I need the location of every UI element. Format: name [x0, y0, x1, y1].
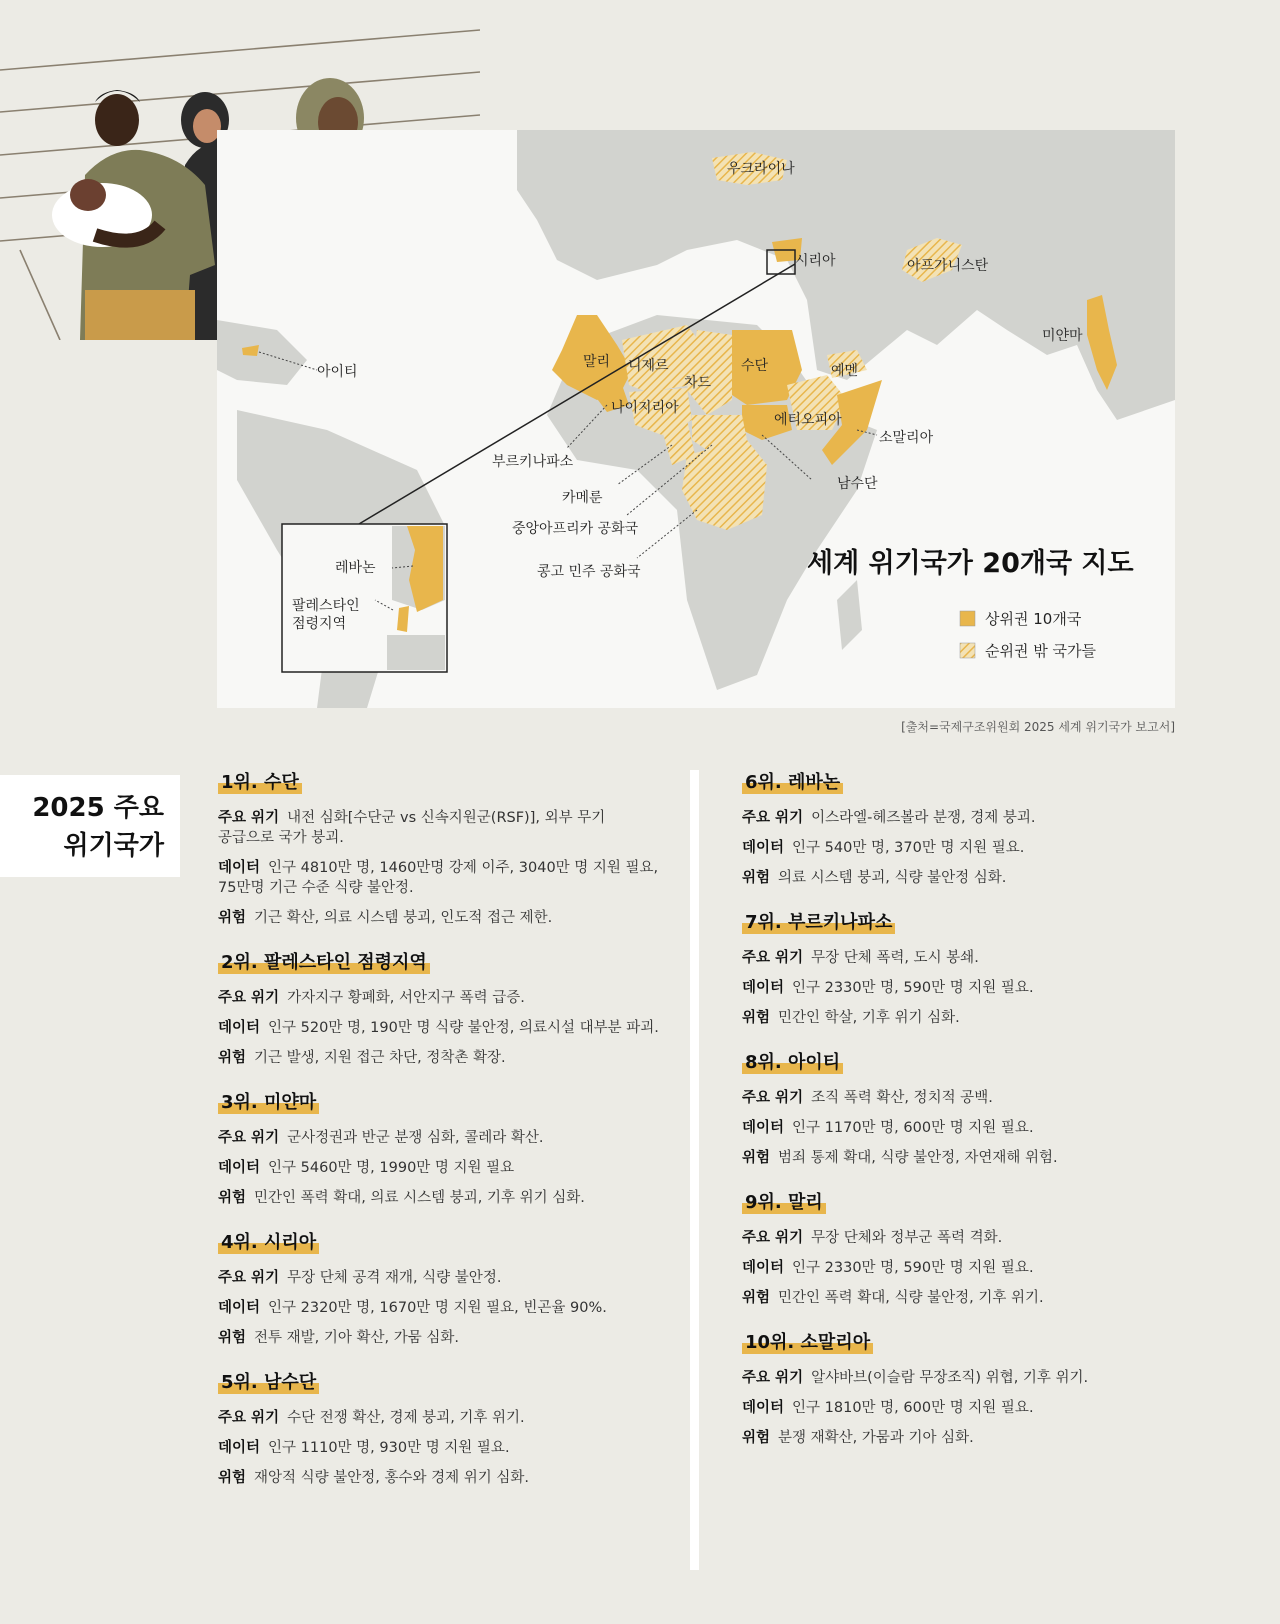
row-text: 기근 확산, 의료 시스템 붕괴, 인도적 접근 제한.: [254, 910, 553, 926]
row-text: 조직 폭력 확산, 정치적 공백.: [811, 1090, 993, 1106]
map-label-ukraine: 우크라이나: [727, 161, 795, 177]
map-label-sudan: 수단: [741, 358, 769, 374]
ranking-row: [218, 858, 668, 898]
ranking-row: [742, 1008, 1192, 1028]
row-label: 데이터: [742, 1400, 785, 1416]
source-note: [출처=국제구조위원회 2025 세계 위기국가 보고서]: [901, 720, 1175, 734]
side-title: 2025 주요 위기국가: [32, 793, 164, 861]
map-label-cameroon: 카메룬: [562, 490, 603, 506]
row-text: 기근 발생, 지원 접근 차단, 정착촌 확장.: [254, 1050, 506, 1066]
row-label: 주요 위기: [742, 810, 804, 826]
ranking-row: [218, 1438, 668, 1458]
row-label: 위험: [742, 1150, 771, 1166]
ranking-row: [218, 808, 668, 848]
row-label: 위험: [742, 1010, 771, 1026]
ranking-row: [218, 1298, 668, 1318]
row-text: 인구 1110만 명, 930만 명 지원 필요.: [268, 1440, 510, 1456]
ranking-row: [742, 1118, 1192, 1138]
map-label-afghanistan: 아프가니스탄: [907, 258, 989, 274]
row-label: 위험: [218, 1330, 247, 1346]
ranking-row: [742, 1288, 1192, 1308]
ranking-row: [218, 1468, 668, 1488]
row-text: 인구 4810만 명, 1460만명 강제 이주, 3040만 명 지원 필요, 75만명 기근 수준 식량 불안정.: [218, 860, 659, 896]
ranking-row: [742, 1088, 1192, 1108]
map-label-nigeria: 나이지리아: [611, 400, 679, 416]
map-label-south-sudan: 남수단: [837, 476, 878, 492]
row-text: 인구 2330만 명, 590만 명 지원 필요.: [792, 1260, 1034, 1276]
row-text: 가자지구 황폐화, 서안지구 폭력 급증.: [287, 990, 525, 1006]
ranking-row: [218, 988, 668, 1008]
row-label: 위험: [218, 1190, 247, 1206]
ranking-entry: [218, 948, 668, 1068]
ranking-heading: 5위. 남수단: [218, 1368, 319, 1394]
row-text: 인구 540만 명, 370만 명 지원 필요.: [792, 840, 1025, 856]
row-label: 데이터: [218, 1440, 261, 1456]
ranking-row: [742, 868, 1192, 888]
ranking-row: [218, 1158, 668, 1178]
ranking-heading: 7위. 부르키나파소: [742, 908, 895, 934]
row-text: 인구 2330만 명, 590만 명 지원 필요.: [792, 980, 1034, 996]
row-text: 재앙적 식량 불안정, 홍수와 경제 위기 심화.: [254, 1470, 530, 1486]
ranking-heading: 6위. 레바논: [742, 768, 843, 794]
ranking-heading: 9위. 말리: [742, 1188, 826, 1214]
map-label-chad: 차드: [684, 375, 712, 391]
map-label-ethiopia: 에티오피아: [774, 412, 842, 428]
map-label-car: 중앙아프리카 공화국: [512, 521, 639, 537]
row-label: 주요 위기: [742, 1370, 804, 1386]
ranking-heading: 4위. 시리아: [218, 1228, 319, 1254]
row-text: 무장 단체 공격 재개, 식량 불안정.: [287, 1270, 502, 1286]
ranking-row: [218, 908, 668, 928]
row-label: 데이터: [218, 1160, 261, 1176]
ranking-row: [218, 1048, 668, 1068]
row-text: 인구 1810만 명, 600만 명 지원 필요.: [792, 1400, 1034, 1416]
row-text: 의료 시스템 붕괴, 식량 불안정 심화.: [778, 870, 1007, 886]
row-text: 민간인 폭력 확대, 식량 불안정, 기후 위기.: [778, 1290, 1044, 1306]
row-text: 인구 5460만 명, 1990만 명 지원 필요: [268, 1160, 515, 1176]
row-label: 주요 위기: [742, 1230, 804, 1246]
row-label: 위험: [742, 1430, 771, 1446]
ranking-heading: 8위. 아이티: [742, 1048, 843, 1074]
legend-label-solid: 상위권 10개국: [985, 610, 1082, 628]
row-label: 주요 위기: [218, 1270, 280, 1286]
row-label: 데이터: [742, 1120, 785, 1136]
map-label-somalia: 소말리아: [879, 430, 934, 446]
map-label-burkina: 부르키나파소: [492, 454, 574, 470]
row-label: 주요 위기: [218, 990, 280, 1006]
ranking-row: [742, 948, 1192, 968]
ranking-entry: [742, 768, 1192, 888]
row-label: 데이터: [218, 1300, 261, 1316]
row-label: 주요 위기: [218, 1130, 280, 1146]
map-label-niger: 니제르: [628, 358, 669, 374]
ranking-row: [742, 1258, 1192, 1278]
ranking-entry: [218, 1228, 668, 1348]
ranking-row: [742, 838, 1192, 858]
row-label: 주요 위기: [742, 1090, 804, 1106]
row-label: 데이터: [742, 840, 785, 856]
ranking-row: [218, 1018, 668, 1038]
map-label-yemen: 예멘: [831, 363, 859, 379]
ranking-entry: [218, 1368, 668, 1488]
ranking-entry: [742, 908, 1192, 1028]
map-label-palestine: 팔레스타인 점령지역: [292, 598, 360, 632]
map-title: 세계 위기국가 20개국 지도: [807, 548, 1134, 579]
ranking-row: [742, 1148, 1192, 1168]
row-label: 데이터: [742, 980, 785, 996]
row-text: 이스라엘-헤즈볼라 분쟁, 경제 붕괴.: [811, 810, 1036, 826]
ranking-row: [742, 1368, 1192, 1388]
row-label: 데이터: [218, 1020, 261, 1036]
map-label-myanmar: 미얀마: [1042, 328, 1083, 344]
ranking-row: [218, 1408, 668, 1428]
row-label: 데이터: [218, 860, 261, 876]
ranking-heading: 1위. 수단: [218, 768, 302, 794]
ranking-row: [742, 808, 1192, 828]
row-label: 위험: [218, 1470, 247, 1486]
row-text: 범죄 통제 확대, 식량 불안정, 자연재해 위험.: [778, 1150, 1058, 1166]
row-text: 군사정권과 반군 분쟁 심화, 콜레라 확산.: [287, 1130, 544, 1146]
map-label-mali: 말리: [583, 354, 611, 370]
ranking-row: [742, 1428, 1192, 1448]
legend-label-hatched: 순위권 밖 국가들: [985, 642, 1096, 660]
ranking-row: [218, 1328, 668, 1348]
row-text: 수단 전쟁 확산, 경제 붕괴, 기후 위기.: [287, 1410, 525, 1426]
map-label-haiti: 아이티: [317, 364, 358, 380]
row-text: 무장 단체 폭력, 도시 봉쇄.: [811, 950, 979, 966]
row-label: 위험: [742, 870, 771, 886]
ranking-entry: [218, 768, 668, 928]
row-text: 내전 심화[수단군 vs 신속지원군(RSF)], 외부 무기 공급으로 국가 붕괴.: [218, 810, 606, 846]
row-text: 분쟁 재확산, 가뭄과 기아 심화.: [778, 1430, 974, 1446]
ranking-row: [218, 1268, 668, 1288]
map-label-lebanon: 레바논: [335, 560, 376, 576]
map-label-syria: 시리아: [795, 253, 836, 269]
ranking-row: [218, 1188, 668, 1208]
ranking-row: [742, 1228, 1192, 1248]
row-text: 인구 1170만 명, 600만 명 지원 필요.: [792, 1120, 1034, 1136]
row-text: 알샤바브(이슬람 무장조직) 위협, 기후 위기.: [811, 1370, 1089, 1386]
row-label: 데이터: [742, 1260, 785, 1276]
row-text: 민간인 폭력 확대, 의료 시스템 붕괴, 기후 위기 심화.: [254, 1190, 585, 1206]
ranking-column-left: [218, 768, 668, 1508]
ranking-row: [742, 1398, 1192, 1418]
row-label: 주요 위기: [218, 810, 280, 826]
map-label-drc: 콩고 민주 공화국: [537, 564, 641, 580]
ranking-row: [742, 978, 1192, 998]
ranking-entry: [742, 1328, 1192, 1448]
ranking-heading: 2위. 팔레스타인 점령지역: [218, 948, 430, 974]
column-divider: [690, 770, 699, 1570]
ranking-column-right: [742, 768, 1192, 1468]
ranking-entry: [218, 1088, 668, 1208]
row-text: 인구 520만 명, 190만 명 식량 불안정, 의료시설 대부분 파괴.: [268, 1020, 659, 1036]
world-crisis-map: [217, 130, 1175, 708]
row-label: 주요 위기: [218, 1410, 280, 1426]
ranking-entry: [742, 1048, 1192, 1168]
ranking-row: [218, 1128, 668, 1148]
ranking-heading: 10위. 소말리아: [742, 1328, 873, 1354]
row-label: 주요 위기: [742, 950, 804, 966]
row-label: 위험: [218, 1050, 247, 1066]
side-title-box: [0, 775, 180, 877]
row-text: 인구 2320만 명, 1670만 명 지원 필요, 빈곤율 90%.: [268, 1300, 607, 1316]
row-text: 무장 단체와 정부군 폭력 격화.: [811, 1230, 1003, 1246]
ranking-entry: [742, 1188, 1192, 1308]
row-text: 전투 재발, 기아 확산, 가뭄 심화.: [254, 1330, 459, 1346]
row-label: 위험: [742, 1290, 771, 1306]
row-label: 위험: [218, 910, 247, 926]
row-text: 민간인 학살, 기후 위기 심화.: [778, 1010, 960, 1026]
ranking-heading: 3위. 미얀마: [218, 1088, 319, 1114]
